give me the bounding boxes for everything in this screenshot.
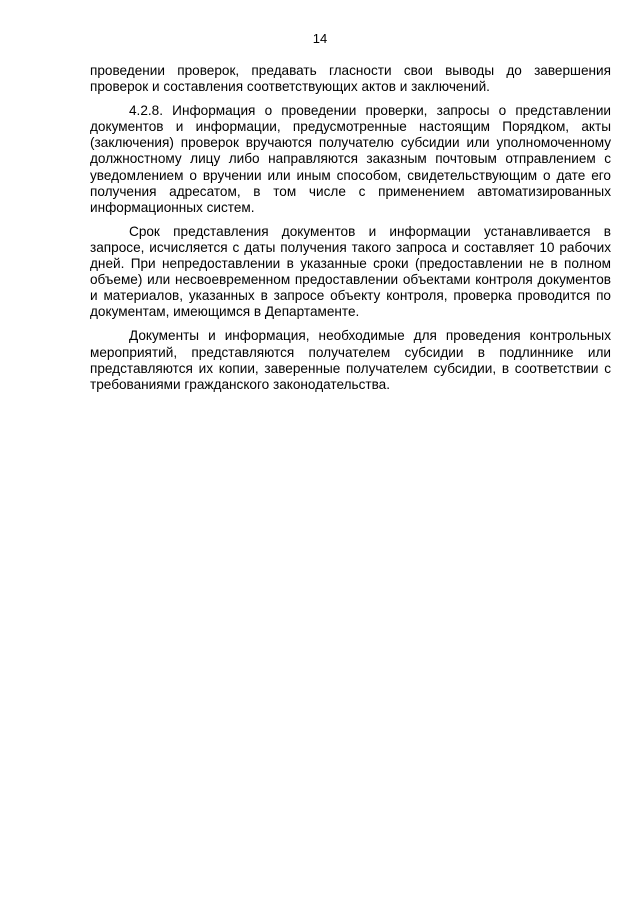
paragraph-continuation: проведении проверок, предавать гласности свои выводы до завершения проверок и составления соответствующих актов и заключений. <box>90 63 611 95</box>
document-body <box>90 63 611 393</box>
paragraph-documents-originals: Документы и информация, необходимые для проведения контрольных мероприятий, представляются получателем субсидии в подлиннике или представляются их копии, заверенные получателем субсидии, в соответствии с требованиями гражданского законодательства. <box>90 328 611 392</box>
page-number: 14 <box>312 31 328 46</box>
paragraph-submission-deadline: Срок представления документов и информации устанавливается в запросе, исчисляется с даты получения такого запроса и составляет 10 рабочих дней. При непредоставлении в указанные сроки (предоставлении не в полном объеме) или несвоевременном предоставлении объектами контроля документов и материалов, указанных в запросе объекту контроля, проверка проводится по документам, имеющимся в Департаменте. <box>90 223 611 320</box>
paragraph-4-2-8: 4.2.8. Информация о проведении проверки, запросы о представлении документов и информации, предусмотренные настоящим Порядком, акты (заключения) проверок вручаются получателю субсидии или уполномоченному должностному лицу либо направляются заказным почтовым отправлением с уведомлением о вручении или иным способом, свидетельствующим о дате его получения адресатом, в том числе с применением автоматизированных информационных систем. <box>90 103 611 215</box>
